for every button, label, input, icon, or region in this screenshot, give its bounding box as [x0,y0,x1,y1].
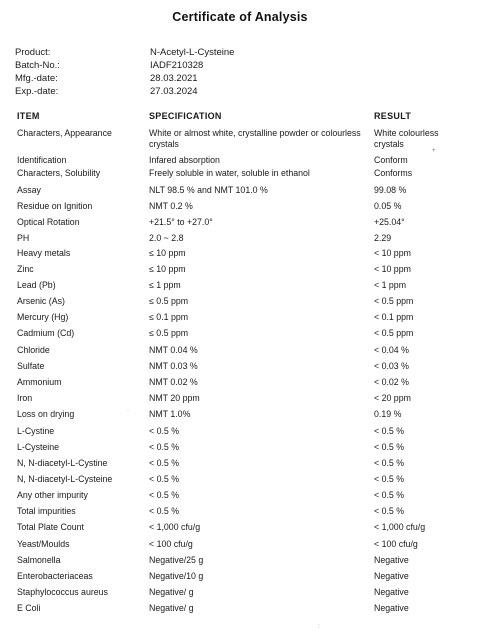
batch-value: IADF210328 [150,60,204,71]
item-cell: Identification [17,155,67,165]
result-cell: < 20 ppm [374,393,411,403]
item-cell: Loss on drying [17,409,75,419]
table-row [0,345,480,359]
batch-row [15,60,465,73]
exp-date-value: 27.03.2024 [150,86,198,97]
result-cell: < 100 cfu/g [374,539,418,549]
table-row [0,377,480,391]
item-cell: N, N-diacetyl-L-Cysteine [17,474,113,484]
mfg-date-row [15,73,465,86]
specification-cell: +21.5° to +27.0° [149,217,213,227]
item-cell: Lead (Pb) [17,280,56,290]
specification-cell: < 0.5 % [149,490,180,500]
result-cell: < 0.5 ppm [374,328,414,338]
table-row [0,571,480,585]
specification-cell: Negative/ g [149,603,194,613]
specification-cell: < 0.5 % [149,426,180,436]
specification-cell: NMT 0.2 % [149,201,193,211]
specification-cell: ≤ 10 ppm [149,264,186,274]
table-row [0,248,480,262]
item-cell: Total impurities [17,506,76,516]
table-row [0,522,480,536]
item-cell: Staphylococcus aureus [17,587,108,597]
specification-cell: ≤ 0.5 ppm [149,328,189,338]
item-cell: Heavy metals [17,248,71,258]
specification-cell: ≤ 0.1 ppm [149,312,189,322]
item-cell: Iron [17,393,33,403]
specification-cell: Freely soluble in water, soluble in ethanol [149,168,310,178]
item-cell: Enterobacteriaceas [17,571,93,581]
result-cell: Negative [374,555,409,565]
result-cell: < 0.1 ppm [374,312,414,322]
result-cell: 99.08 % [374,185,407,195]
item-cell: Optical Rotation [17,217,80,227]
specification-cell: < 0.5 % [149,442,180,452]
result-cell: +25.04° [374,217,405,227]
result-cell: Conforms [374,168,413,178]
specification-cell: < 100 cfu/g [149,539,193,549]
table-row [0,128,480,149]
table-row [0,393,480,407]
item-cell: Mercury (Hg) [17,312,69,322]
result-cell: 2.29 [374,233,392,243]
result-cell: < 1 ppm [374,280,407,290]
result-cell: White colourless crystals [374,128,439,149]
table-row [0,168,480,182]
item-cell: Residue on Ignition [17,201,93,211]
table-row [0,539,480,553]
item-cell: L-Cysteine [17,442,60,452]
result-cell: Negative [374,587,409,597]
result-cell: < 0.5 % [374,426,405,436]
table-row [0,555,480,569]
item-cell: Characters, Appearance [17,128,112,138]
item-cell: Chloride [17,345,50,355]
document-title: Certificate of Analysis [172,10,308,24]
result-cell: Negative [374,603,409,613]
product-value: N-Acetyl-L-Cysteine [150,47,235,58]
table-row [0,264,480,278]
product-row [15,47,465,60]
result-cell: < 0.5 % [374,506,405,516]
specification-cell: NMT 1.0% [149,409,191,419]
specification-cell: NMT 20 ppm [149,393,200,403]
item-cell: L-Cystine [17,426,55,436]
result-cell: Conform [374,155,408,165]
result-cell: Negative [374,571,409,581]
table-row [0,280,480,294]
table-row [0,217,480,231]
item-cell: Ammonium [17,377,62,387]
result-cell: < 0.5 % [374,474,405,484]
mfg-date-value: 28.03.2021 [150,73,198,84]
item-header: ITEM [17,111,40,121]
item-cell: Sulfate [17,361,45,371]
specification-cell: ≤ 10 ppm [149,248,186,258]
result-cell: 0.19 % [374,409,402,419]
result-cell: 0.05 % [374,201,402,211]
table-row [0,426,480,440]
table-row [0,409,480,423]
mfg-date-label: Mfg.-date: [15,73,58,84]
result-cell: < 0.02 % [374,377,409,387]
table-row [0,474,480,488]
item-cell: Zinc [17,264,34,274]
specification-cell: NMT 0.02 % [149,377,198,387]
scan-speck: · [127,408,129,414]
item-cell: Any other impurity [17,490,88,500]
specification-cell: NMT 0.03 % [149,361,198,371]
item-cell: N, N-diacetyl-L-Cystine [17,458,108,468]
item-cell: Assay [17,185,41,195]
item-cell: Salmonella [17,555,61,565]
item-cell: Arsenic (As) [17,296,65,306]
exp-date-label: Exp.-date: [15,86,59,97]
table-row [0,312,480,326]
item-cell: Characters, Solubility [17,168,101,178]
table-row [0,603,480,617]
specification-cell: NLT 98.5 % and NMT 101.0 % [149,185,268,195]
specification-cell: Negative/10 g [149,571,204,581]
table-row [0,458,480,472]
result-cell: < 0.5 % [374,490,405,500]
result-header: RESULT [374,111,412,121]
item-cell: E Coli [17,603,41,613]
result-cell: < 0.5 % [374,442,405,452]
specification-cell: < 0.5 % [149,458,180,468]
item-cell: Total Plate Count [17,522,84,532]
specification-cell: < 0.5 % [149,474,180,484]
specification-header: SPECIFICATION [149,111,222,121]
table-row [0,296,480,310]
item-cell: PH [17,233,30,243]
exp-date-row [15,86,465,99]
result-cell: < 0.5 ppm [374,296,414,306]
result-cell: < 10 ppm [374,248,411,258]
product-label: Product: [15,47,51,58]
item-cell: Yeast/Moulds [17,539,70,549]
item-cell: Cadmium (Cd) [17,328,75,338]
scan-speck: + [432,148,436,154]
specification-cell: ≤ 1 ppm [149,280,181,290]
table-row [0,155,480,169]
table-row [0,587,480,601]
table-row [0,361,480,375]
table-row [0,233,480,247]
result-cell: < 0.03 % [374,361,409,371]
batch-label: Batch-No.: [15,60,60,71]
table-row [0,490,480,504]
table-row [0,201,480,215]
specification-cell: ≤ 0.5 ppm [149,296,189,306]
scan-speck: : [318,624,320,630]
specification-cell: < 1,000 cfu/g [149,522,201,532]
table-row [0,506,480,520]
specification-cell: NMT 0.04 % [149,345,198,355]
result-cell: < 0.04 % [374,345,409,355]
specification-cell: 2.0 ~ 2.8 [149,233,184,243]
table-row [0,442,480,456]
specification-cell: Negative/ g [149,587,194,597]
specification-cell: < 0.5 % [149,506,180,516]
result-cell: < 10 ppm [374,264,411,274]
table-row [0,185,480,199]
result-cell: < 1,000 cfu/g [374,522,426,532]
specification-cell: Negative/25 g [149,555,204,565]
table-row [0,328,480,342]
result-cell: < 0.5 % [374,458,405,468]
specification-cell: White or almost white, crystalline powder or colourless crystals [149,128,361,149]
specification-cell: Infared absorption [149,155,220,165]
